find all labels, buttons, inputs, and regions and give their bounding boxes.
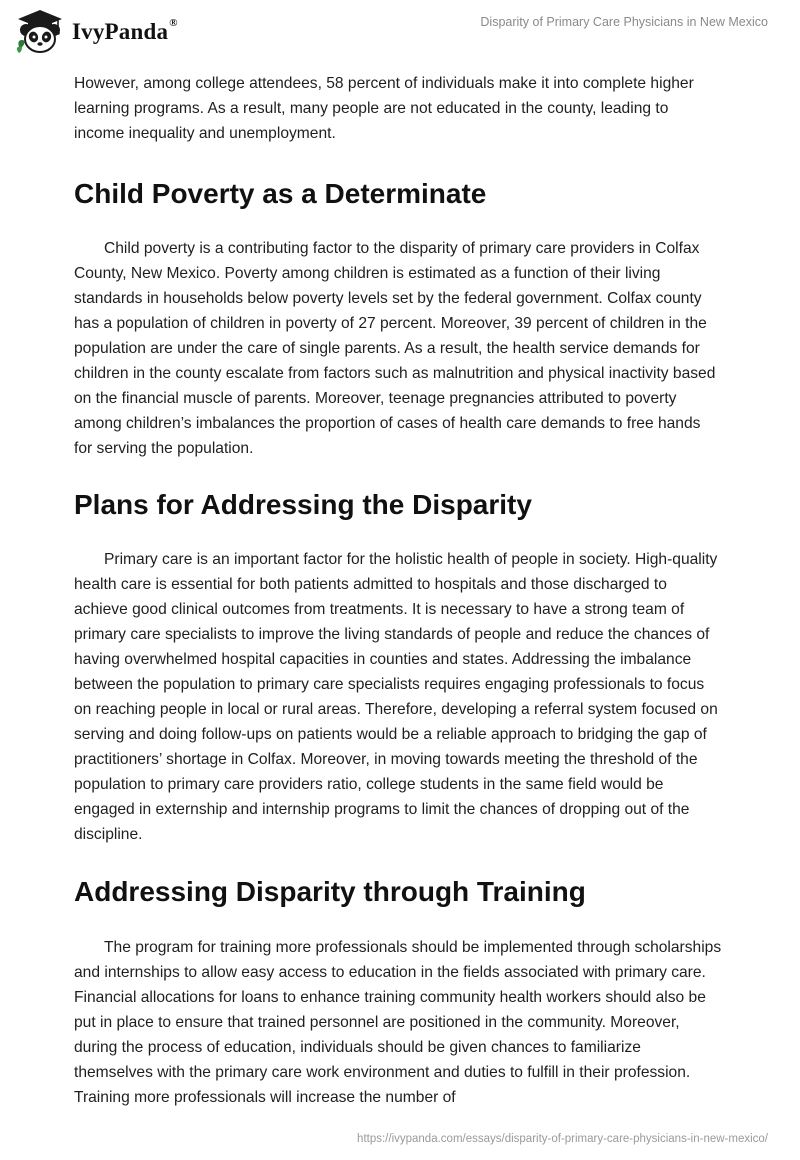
essay-body [74,71,722,1110]
logo-wordmark [72,19,178,45]
document-title: Disparity of Primary Care Physicians in New Mexico [480,15,768,29]
source-url-link[interactable]: https://ivypanda.com/essays/disparity-of-primary-care-physicians-in-new-mexico/ [357,1133,768,1145]
page-header [0,0,800,62]
section-heading-plans: Plans for Addressing the Disparity [74,489,532,520]
section-heading-training: Addressing Disparity through Training [74,876,586,907]
intro-paragraph: However, among college attendees, 58 percent of individuals make it into complete higher learning programs. As a result, many people are not educated in the county, leading to income inequality and unemployment. [74,75,694,142]
section-heading-child-poverty: Child Poverty as a Determinate [74,178,487,209]
logo-text: IvyPanda [72,19,169,44]
registered-mark: ® [169,17,178,29]
section-paragraph-training: The program for training more professionals should be implemented through scholarships and internships to allow easy access to education in the fields associated with primary care. Financial allocations for loans to enhance training community health workers should also be put in place to ensure that trained personnel are positioned in the community. Moreover, during the process of education, individuals should be given chances to familiarize themselves with the primary care work environment and duties to fulfill in their profession. Training more professionals will increase the number of [74,939,722,1106]
section-paragraph-plans: Primary care is an important factor for the holistic health of people in society. High-quality health care is essential for both patients admitted to hospitals and those discharged to achieve good clinical outcomes from treatments. It is necessary to have a strong team of primary care specialists to improve the living standards of people and reduce the chances of having overwhelmed hospital capacities in counties and states. Addressing the imbalance between the population to primary care specialists requires engaging professionals to focus on reaching people in local or rural areas. Therefore, developing a referral system focused on serving and doing follow-ups on patients would be a reliable approach to bridging the gap of practitioners’ shortage in Colfax. Moreover, in moving towards meeting the threshold of the population to primary care providers ratio, college students in the same field would be engaged in externship and internship programs to limit the chances of dropping out of the discipline. [74,551,718,843]
ivypanda-logo[interactable] [14,8,178,56]
section-paragraph-child-poverty: Child poverty is a contributing factor to the disparity of primary care providers in Colfax County, New Mexico. Poverty among children is estimated as a function of their living standards in households below poverty levels set by the federal government. Colfax county has a population of children in poverty of 27 percent. Moreover, 39 percent of children in the population are under the care of single parents. As a result, the health service demands for children in the county escalate from factors such as malnutrition and physical inactivity based on the financial muscle of parents. Moreover, teenage pregnancies attributed to poverty among children’s imbalances the proportion of cases of health care demands to free hands for serving the population. [74,240,716,457]
panda-graduate-icon [14,8,66,56]
